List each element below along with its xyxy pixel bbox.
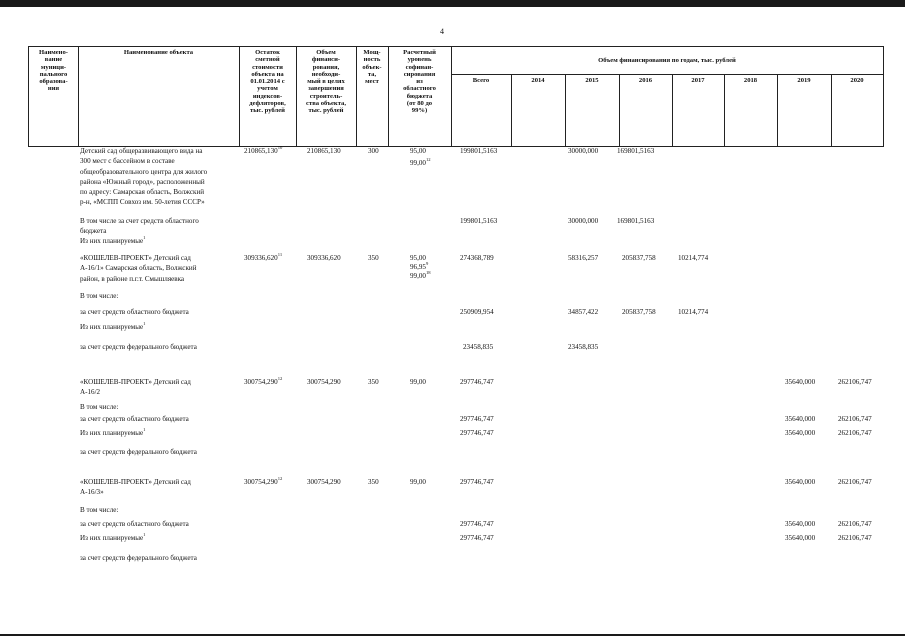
total-value: 297746,747 <box>460 415 494 423</box>
total-value: 297746,747 <box>460 478 494 486</box>
cofinancing-level-value: 99,00 <box>410 159 426 167</box>
footnote-ref: 12 <box>425 157 431 162</box>
remaining-cost <box>244 477 282 487</box>
scan-edge-bottom <box>0 634 905 636</box>
footnote-ref: 18 <box>425 270 431 275</box>
capacity: 300 <box>368 147 379 155</box>
year-2016-value: 205837,758 <box>622 254 656 262</box>
year-2016-value: 169801,5163 <box>617 147 655 155</box>
footnote-ref: 11 <box>277 252 283 257</box>
total-value: 297746,747 <box>460 534 494 542</box>
cofinancing-level: 95,00 <box>410 254 426 262</box>
header-year-2015: 2015 <box>585 77 599 84</box>
header-year-2019: 2019 <box>797 77 811 84</box>
object-name: за счет средств федерального бюджета <box>80 343 197 351</box>
remaining-cost-value: 210865,130 <box>244 147 278 155</box>
cofinancing-level <box>410 158 431 168</box>
header-remaining-cost: Остаток сметной стоимости объекта на 01.01.2014 с учетом индексов- дефляторов, тыс. рублей <box>249 49 286 115</box>
header-divider <box>451 74 883 75</box>
header-year-2018: 2018 <box>743 77 758 84</box>
header-cofinancing-level: Расчетный уровень софинан- сирования из областного бюджета (от 80 до 99%) <box>403 49 436 115</box>
header-total: Всего <box>472 77 490 84</box>
header-capacity: Мощ- ность объек- та, мест <box>362 49 382 86</box>
header-year-2016: 2016 <box>638 77 653 84</box>
object-name: В том числе: <box>80 403 119 411</box>
cofinancing-level: 99,00 <box>410 478 426 486</box>
object-name: за счет средств областного бюджета <box>80 520 189 528</box>
footnote-ref: 12 <box>277 376 283 381</box>
column-divider <box>672 74 673 146</box>
object-name-text: Из них планируемые <box>80 323 144 331</box>
year-2020-value: 262106,747 <box>838 429 872 437</box>
year-2017-value: 10214,774 <box>678 308 709 316</box>
year-2016-value: 169801,5163 <box>617 217 655 225</box>
object-name: за счет средств областного бюджета <box>80 308 189 316</box>
year-2015-value: 30000,000 <box>568 147 599 155</box>
footnote-ref: 1 <box>143 321 146 326</box>
year-2019-value: 35640,000 <box>785 429 816 437</box>
header-municipality: Наимено- вание муници- пального образова- ния <box>39 49 68 93</box>
year-2015-value: 58316,257 <box>568 254 599 262</box>
column-divider <box>831 74 832 146</box>
remaining-cost-value: 300754,290 <box>244 378 278 386</box>
total-value: 274368,789 <box>460 254 494 262</box>
object-name <box>80 428 255 438</box>
year-2019-value: 35640,000 <box>785 378 816 386</box>
year-2020-value: 262106,747 <box>838 415 872 423</box>
object-name-text: Из них планируемые <box>80 534 144 542</box>
header-object: Наименование объекта <box>123 49 194 56</box>
cofinancing-level <box>410 271 431 281</box>
cofinancing-level-value: 99,00 <box>410 272 426 280</box>
year-2015-value: 23458,835 <box>568 343 599 351</box>
remaining-cost <box>244 253 282 263</box>
object-name: за счет средств федерального бюджета <box>80 448 197 456</box>
year-2016-value: 205837,758 <box>622 308 656 316</box>
capacity: 350 <box>368 378 379 386</box>
year-2020-value: 262106,747 <box>838 478 872 486</box>
total-value: 297746,747 <box>460 520 494 528</box>
capacity: 350 <box>368 254 379 262</box>
object-name: В том числе: <box>80 506 119 514</box>
column-divider <box>724 74 725 146</box>
header-year-2017: 2017 <box>691 77 705 84</box>
object-name: Детский сад общеразвивающего вида на 300 мест с бассейном в составе общеобразовательного центра для жилого района «Южный город», расположенный по адресу: Самарская область, Волжский р-н, «МСПП Совхоз им. 50-летия СССР» <box>80 147 208 207</box>
footnote-ref: 10 <box>277 145 283 150</box>
total-value: 199801,5163 <box>460 217 498 225</box>
header-financing-volume: Объем финанси- рования, необходи- мый в целях завершения строитель- ства объекта, тыс. рублей <box>306 49 346 115</box>
remaining-cost <box>244 377 282 387</box>
financing-volume: 300754,290 <box>307 478 341 486</box>
object-name: «КОШЕЛЕВ-ПРОЕКТ» Детский сад А-16/2 <box>80 378 191 397</box>
header-year-2014: 2014 <box>531 77 545 84</box>
column-divider <box>511 74 512 146</box>
remaining-cost-value: 300754,290 <box>244 478 278 486</box>
year-2019-value: 35640,000 <box>785 415 816 423</box>
year-2020-value: 262106,747 <box>838 520 872 528</box>
total-value: 199801,5163 <box>460 147 498 155</box>
year-2020-value: 262106,747 <box>838 534 872 542</box>
cofinancing-level: 99,00 <box>410 378 426 386</box>
capacity: 350 <box>368 478 379 486</box>
page-number: 4 <box>440 27 444 36</box>
object-name: В том числе за счет средств областного бюджета <box>80 217 199 236</box>
year-2020-value: 262106,747 <box>838 378 872 386</box>
financing-volume: 309336,620 <box>307 254 341 262</box>
footnote-ref: 1 <box>143 427 146 432</box>
object-name: за счет средств областного бюджета <box>80 415 189 423</box>
year-2019-value: 35640,000 <box>785 520 816 528</box>
year-2019-value: 35640,000 <box>785 478 816 486</box>
column-divider <box>777 74 778 146</box>
column-divider <box>565 74 566 146</box>
financing-volume: 300754,290 <box>307 378 341 386</box>
object-name <box>80 236 255 246</box>
object-name: «КОШЕЛЕВ-ПРОЕКТ» Детский сад А-16/3» <box>80 478 191 497</box>
footnote-ref: 1 <box>143 235 146 240</box>
header-by-years: Объем финансирования по годам, тыс. рублей <box>598 57 736 64</box>
object-name-text: Из них планируемые <box>80 237 144 245</box>
footnote-ref: 9 <box>425 261 429 266</box>
remaining-cost <box>244 146 282 156</box>
object-name <box>80 322 255 332</box>
year-2015-value: 30000,000 <box>568 217 599 225</box>
column-divider <box>619 74 620 146</box>
total-value: 250909,954 <box>460 308 494 316</box>
financing-volume: 210865,130 <box>307 147 341 155</box>
cofinancing-level: 95,00 <box>410 147 426 155</box>
object-name: «КОШЕЛЕВ-ПРОЕКТ» Детский сад А-16/1» Самарская область, Волжский район, в районе п.г.т. Смышляевка <box>80 254 197 283</box>
header-year-2020: 2020 <box>850 77 864 84</box>
object-name: за счет средств федерального бюджета <box>80 554 197 562</box>
scan-edge-top <box>0 0 905 7</box>
footnote-ref: 12 <box>277 476 283 481</box>
remaining-cost-value: 309336,620 <box>244 254 278 262</box>
table-header <box>28 46 884 147</box>
year-2019-value: 35640,000 <box>785 534 816 542</box>
object-name <box>80 533 255 543</box>
total-value: 297746,747 <box>460 429 494 437</box>
object-name: В том числе: <box>80 292 119 300</box>
object-name-text: Из них планируемые <box>80 429 144 437</box>
footnote-ref: 1 <box>143 532 146 537</box>
cofinancing-level-value: 96,95 <box>410 263 426 271</box>
total-value: 23458,835 <box>463 343 494 351</box>
year-2017-value: 10214,774 <box>678 254 709 262</box>
year-2015-value: 34857,422 <box>568 308 599 316</box>
total-value: 297746,747 <box>460 378 494 386</box>
column-divider <box>78 47 79 146</box>
